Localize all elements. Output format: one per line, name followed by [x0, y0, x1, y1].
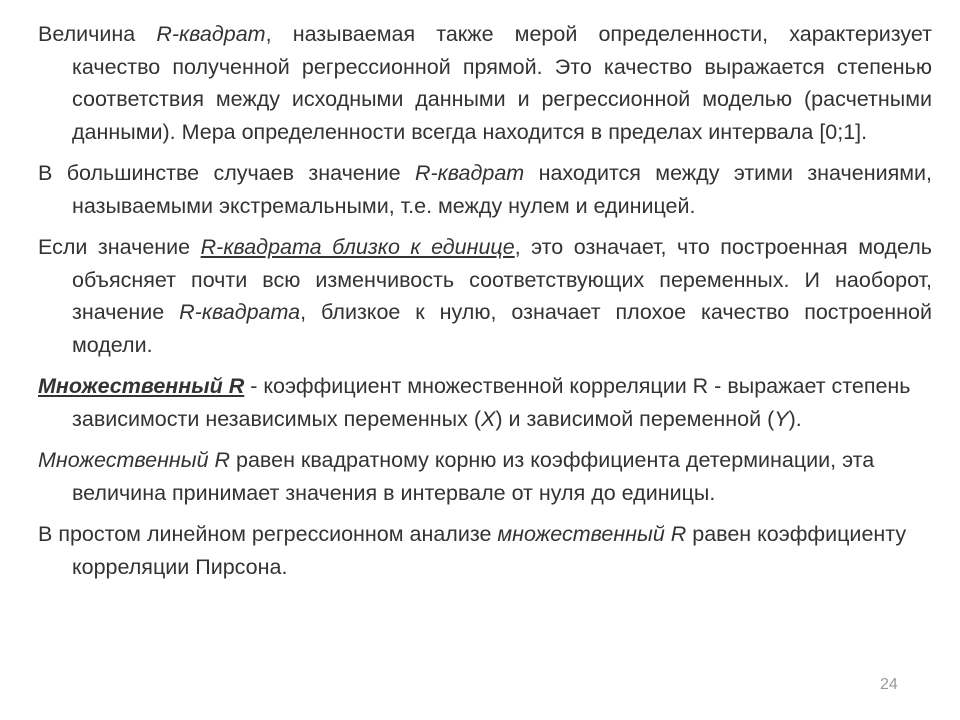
text-run: , близкое к нулю, означает плохое качество построенной модели. — [72, 300, 932, 357]
term-r-squared: R-квадрат — [156, 22, 266, 46]
term-multiple-r: Множественный R — [38, 448, 231, 472]
paragraph-multiple-r-pearson — [38, 518, 932, 583]
text-run: В простом линейном регрессионном анализе — [38, 522, 498, 546]
text-run: равен коэффициенту корреляции Пирсона. — [72, 522, 907, 579]
variable-y: Y — [774, 406, 789, 431]
text-run: Величина — [38, 22, 157, 46]
text-run: , называемая также мерой определенности, характеризует качество полученной регрессионной прямой. Это качество выражается степенью соответствия между исходными данными и регрессионной моделью (расчетными данными). Мера определенности всегда находится в пределах интервала [0;1]. — [72, 22, 933, 144]
paragraph-multiple-r-definition — [38, 370, 932, 435]
text-run: - коэффициент множественной корреляции R - выражает степень зависимости независимых переменных ( — [72, 374, 911, 431]
text-run: Если значение — [38, 235, 201, 259]
term-multiple-r: Множественный R — [38, 374, 245, 398]
term-r-squared-close-to-one: R-квадрата близко к единице — [200, 235, 515, 259]
text-run: В большинстве случаев значение — [38, 161, 415, 185]
text-run: ). — [788, 406, 802, 431]
term-r-squared: R-квадрат — [414, 161, 525, 185]
paragraph-r-squared-range — [38, 157, 932, 222]
term-r-squared: R-квадрата — [179, 300, 301, 324]
paragraph-r-squared-interpretation — [38, 231, 932, 361]
variable-x: X — [480, 406, 496, 431]
text-run: находится между этими значениями, называемыми экстремальными, т.е. между нулем и единицей. — [72, 161, 932, 218]
page-number: 24 — [880, 676, 898, 693]
term-multiple-r: множественный R — [497, 522, 687, 546]
paragraph-r-squared-definition — [38, 18, 932, 148]
text-run: , это означает, что построенная модель объясняет почти всю изменчивость соответствующих переменных. И наоборот, значение — [72, 235, 932, 324]
text-run: ) и зависимой переменной ( — [495, 406, 775, 431]
text-run: равен квадратному корню из коэффициента детерминации, эта величина принимает значения в интервале от нуля до единицы. — [72, 448, 875, 505]
slide-body — [38, 18, 932, 592]
paragraph-multiple-r-sqrt — [38, 444, 932, 509]
